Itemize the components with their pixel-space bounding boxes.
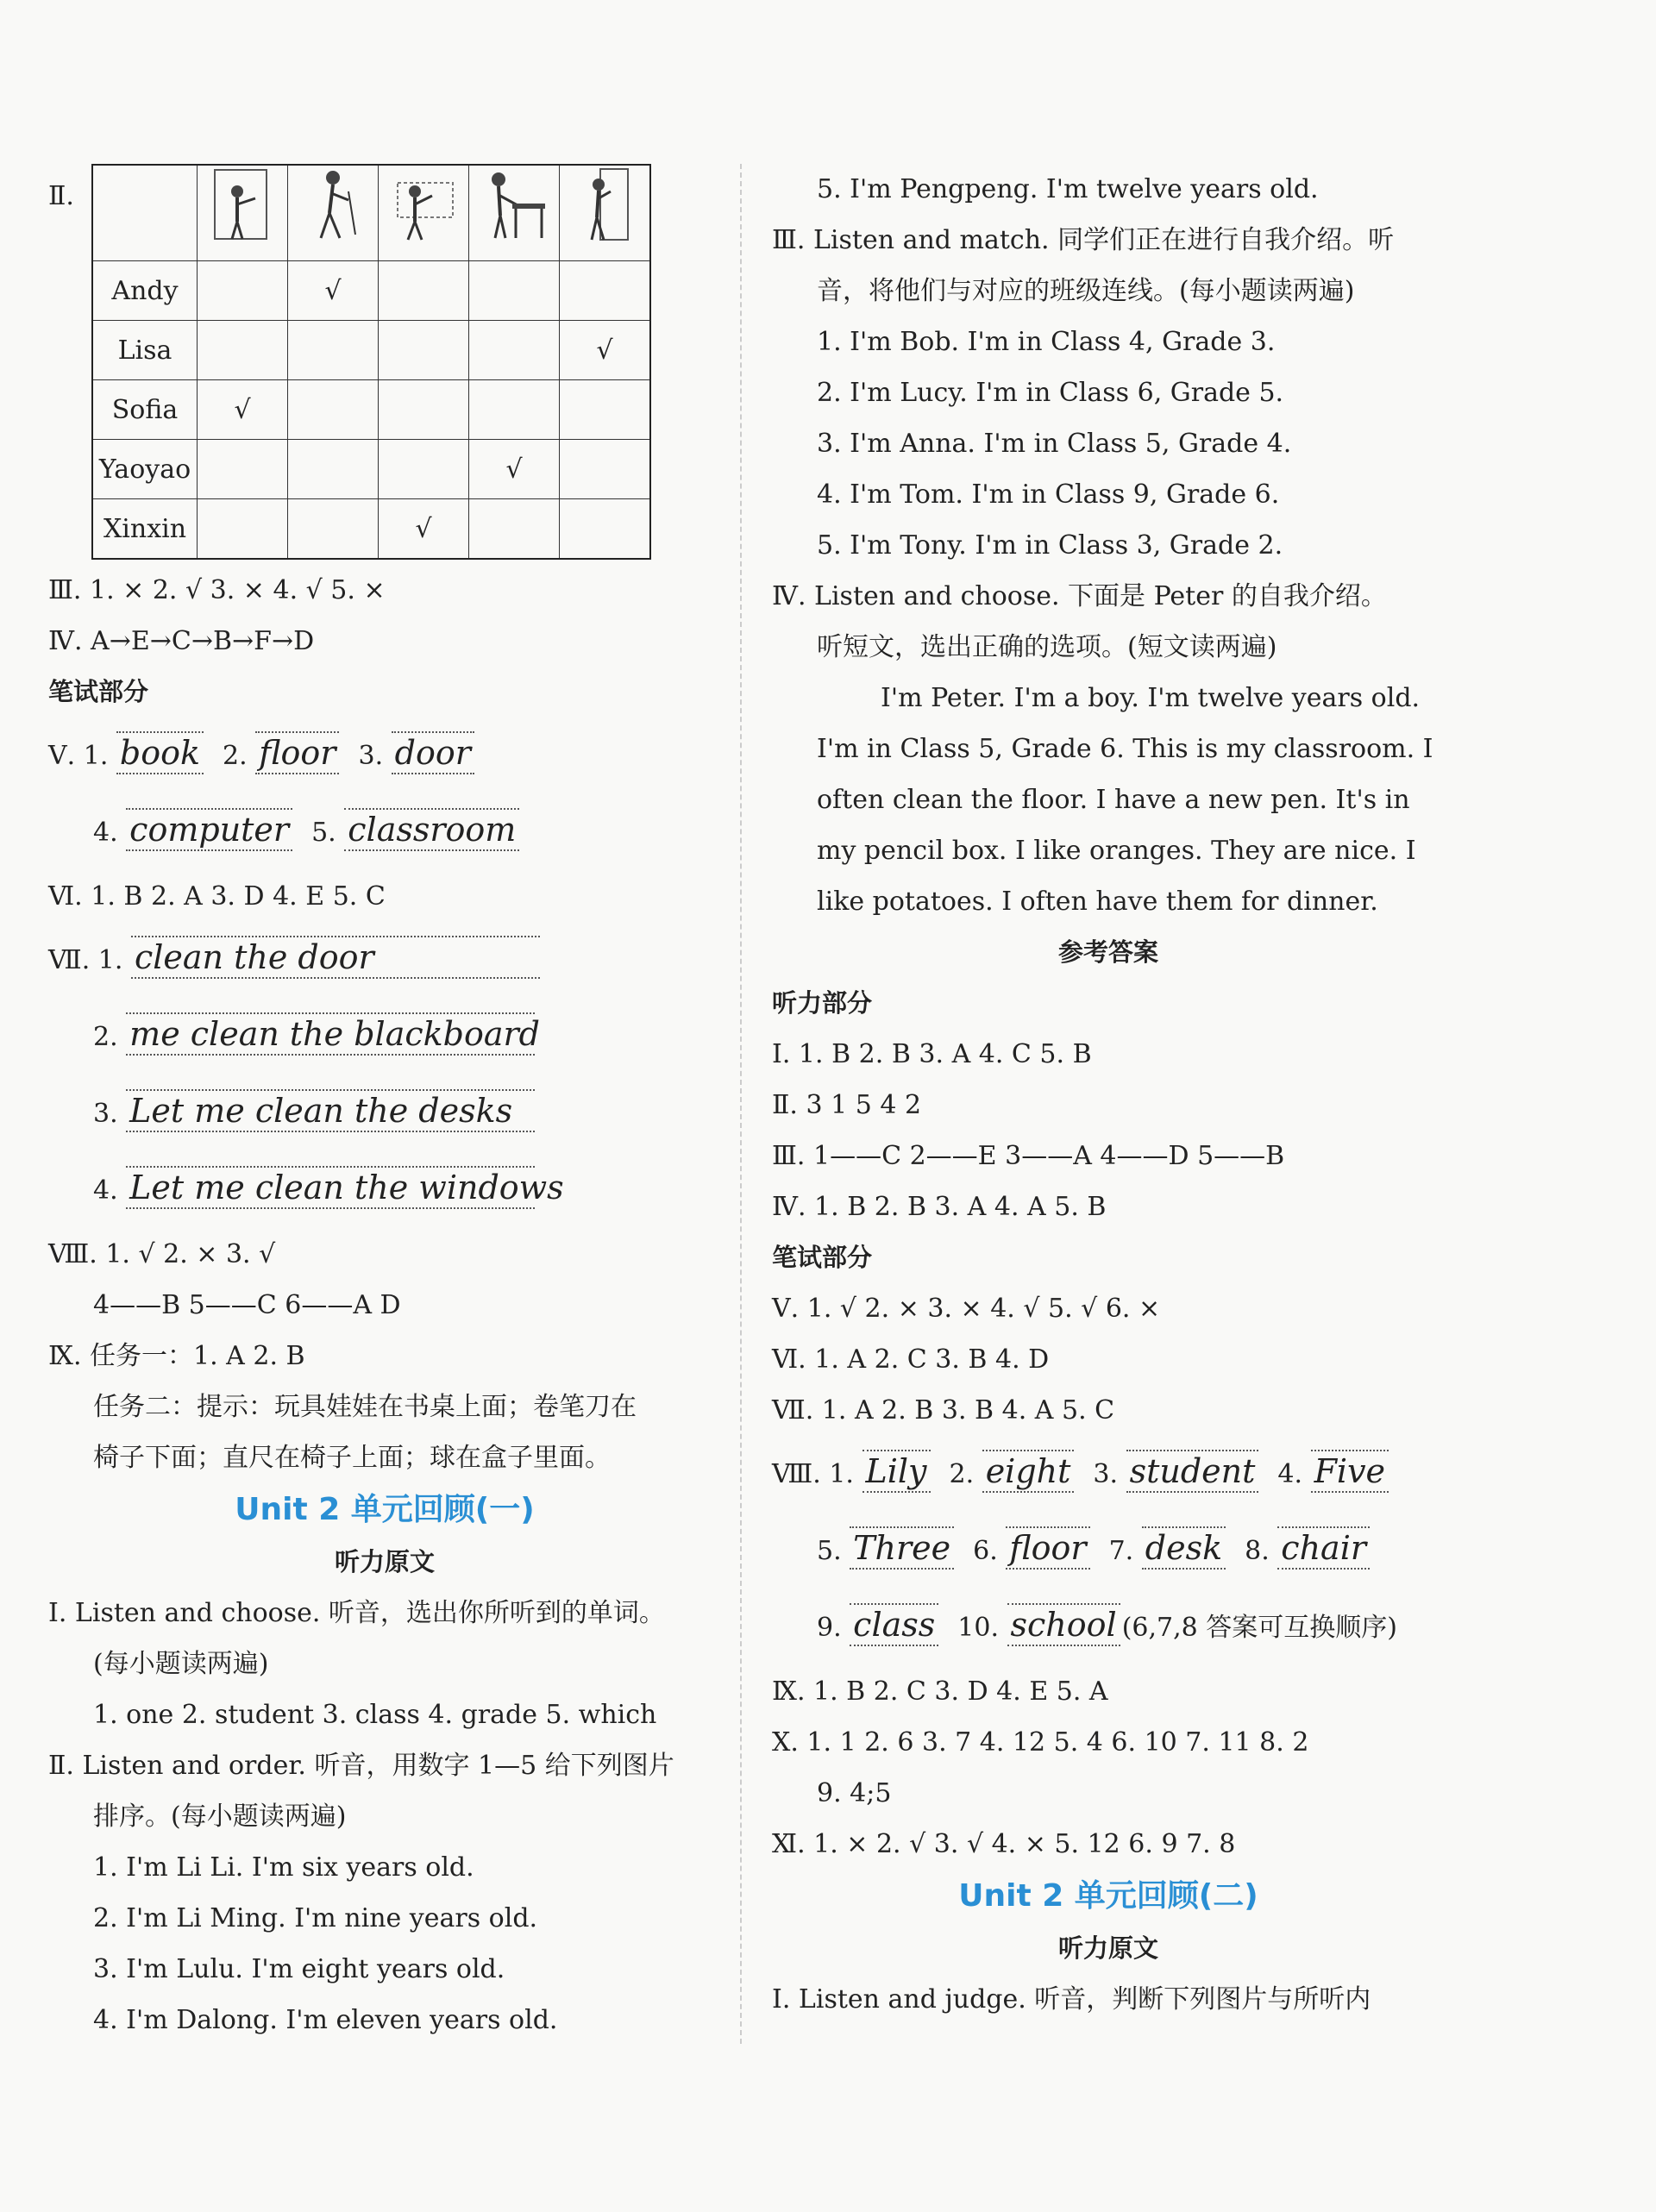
- answer-ix-2: 任务二：提示：玩具娃娃在书桌上面；卷笔刀在: [93, 1392, 637, 1422]
- written-heading: 笔试部分: [772, 1243, 873, 1272]
- unit-title: Unit 2 单元回顾(一): [235, 1492, 535, 1527]
- handwritten-word: eight: [982, 1450, 1075, 1493]
- answer-viii-row-3: 9. class 10. school (6,7,8 答案可互换顺序): [772, 1589, 1445, 1666]
- answer-viii-1: Ⅷ. 1. √ 2. × 3. √: [48, 1239, 276, 1269]
- passage-line: I'm in Class 5, Grade 6. This is my classroom. I: [817, 734, 1433, 764]
- table-cell: [288, 321, 379, 380]
- table-cell: √: [560, 321, 651, 380]
- answer-v-row-2: 4. computer 5. classroom: [48, 794, 721, 871]
- table-cell: [379, 440, 469, 499]
- table-cell: [198, 440, 288, 499]
- handwritten-word: Lily: [862, 1450, 931, 1493]
- section-iii-instruction: Ⅲ. Listen and match. 同学们正在进行自我介绍。听: [772, 225, 1395, 255]
- answer-iv: Ⅳ. A→E→C→B→F→D: [48, 626, 315, 656]
- answer-iii: Ⅲ. 1——C 2——E 3——A 4——D 5——B: [772, 1141, 1285, 1171]
- section-i-note: (每小题读两遍): [93, 1649, 269, 1679]
- picture-cleaning-desk: [469, 165, 560, 261]
- section-i-instruction: Ⅰ. Listen and judge. 听音，判断下列图片与所听内: [772, 1984, 1371, 2015]
- table-cell: [469, 261, 560, 321]
- answer-v-label: Ⅴ. 1.: [48, 741, 109, 771]
- table-row: [92, 440, 650, 499]
- passage-line: like potatoes. I often have them for dinner.: [817, 887, 1378, 917]
- list-item: 5. I'm Pengpeng. I'm twelve years old.: [817, 174, 1319, 204]
- table-row: [92, 499, 650, 560]
- answer-xi: Ⅺ. 1. × 2. √ 3. √ 4. × 5. 12 6. 9 7. 8: [772, 1829, 1236, 1859]
- handwritten-word: Five: [1311, 1450, 1389, 1493]
- unit-title: Unit 2 单元回顾(二): [958, 1878, 1258, 1914]
- table-cell: [288, 440, 379, 499]
- answer-v-row-1: Ⅴ. 1. book 2. floor 3. door: [48, 717, 721, 794]
- picture-cleaning-window: [198, 165, 288, 261]
- section-i-instruction: Ⅰ. Listen and choose. 听音，选出你所听到的单词。: [48, 1598, 665, 1628]
- answer-viii-2: 4——B 5——C 6——A D: [93, 1290, 401, 1320]
- passage-line: I'm Peter. I'm a boy. I'm twelve years old.: [881, 683, 1421, 713]
- written-heading: 笔试部分: [48, 677, 149, 706]
- handwritten-word: desk: [1142, 1526, 1226, 1570]
- answers-heading: 参考答案: [1057, 937, 1158, 967]
- handwritten-word: floor: [255, 731, 339, 774]
- table-row: [92, 380, 650, 440]
- answer-i: Ⅰ. 1. B 2. B 3. A 4. C 5. B: [772, 1039, 1092, 1069]
- table-row: [92, 261, 650, 321]
- handwritten-sentence: me clean the blackboard: [126, 1012, 535, 1056]
- answer-vii-2: 2. me clean the blackboard: [48, 999, 721, 1075]
- right-column: [772, 164, 1445, 2025]
- section-ii-note: 排序。(每小题读两遍): [93, 1802, 347, 1832]
- listening-text-heading: 听力原文: [1057, 1933, 1158, 1963]
- handwritten-word: chair: [1277, 1526, 1370, 1570]
- answer-iv: Ⅳ. 1. B 2. B 3. A 4. A 5. B: [772, 1192, 1107, 1222]
- answer-viii-note: (6,7,8 答案可互换顺序): [1121, 1613, 1397, 1643]
- list-item: 4. I'm Dalong. I'm eleven years old.: [93, 2005, 558, 2035]
- handwritten-word: door: [392, 731, 474, 774]
- answer-v: Ⅴ. 1. √ 2. × 3. × 4. √ 5. √ 6. ×: [772, 1294, 1161, 1324]
- answer-ii: Ⅱ. 3 1 5 4 2: [772, 1090, 922, 1120]
- table-cell: [560, 380, 651, 440]
- table-cell: [469, 380, 560, 440]
- table-header-row: [92, 165, 650, 261]
- table-cell: √: [288, 261, 379, 321]
- table-cell: [379, 321, 469, 380]
- answer-vi: Ⅵ. 1. B 2. A 3. D 4. E 5. C: [48, 881, 386, 912]
- list-item: 2. I'm Lucy. I'm in Class 6, Grade 5.: [817, 378, 1284, 408]
- handwritten-word: book: [116, 731, 204, 774]
- handwritten-word: Three: [850, 1526, 954, 1570]
- answer-viii-row-1: Ⅷ. 1. Lily 2. eight 3. student 4. Five: [772, 1436, 1445, 1513]
- table-cell: √: [469, 440, 560, 499]
- table-cell: [379, 261, 469, 321]
- activity-table: [91, 164, 651, 560]
- handwritten-sentence: Let me clean the desks: [126, 1089, 535, 1132]
- table-cell: [198, 261, 288, 321]
- section-iv-note: 听短文，选出正确的选项。(短文读两遍): [817, 632, 1277, 662]
- answer-vii-1: [48, 922, 721, 999]
- table-cell: [560, 440, 651, 499]
- student-name: Sofia: [92, 380, 198, 440]
- left-column: [48, 164, 721, 2046]
- table-cell: [560, 261, 651, 321]
- list-item: 1. I'm Li Li. I'm six years old.: [93, 1852, 474, 1883]
- table-corner-cell: [92, 165, 198, 261]
- picture-cleaning-door: [560, 165, 651, 261]
- handwritten-sentence: Let me clean the windows: [126, 1166, 535, 1209]
- answer-vii-label: Ⅶ. 1.: [48, 945, 123, 975]
- answer-ix-3: 椅子下面；直尺在椅子上面；球在盒子里面。: [93, 1443, 611, 1473]
- picture-cleaning-blackboard: [379, 165, 469, 261]
- handwritten-word: school: [1007, 1603, 1120, 1646]
- picture-sweeping-floor: [288, 165, 379, 261]
- table-cell: [379, 380, 469, 440]
- student-name: Yaoyao: [92, 440, 198, 499]
- student-name: Andy: [92, 261, 198, 321]
- student-name: Xinxin: [92, 499, 198, 560]
- student-name: Lisa: [92, 321, 198, 380]
- listening-heading: 听力部分: [772, 988, 873, 1018]
- answer-vii-3: 3. Let me clean the desks: [48, 1075, 721, 1152]
- table-cell: [288, 380, 379, 440]
- answer-x-1: Ⅹ. 1. 1 2. 6 3. 7 4. 12 5. 4 6. 10 7. 11 8. 2: [772, 1727, 1309, 1758]
- handwritten-word: class: [850, 1603, 938, 1646]
- answer-x-2: 9. 4;5: [817, 1778, 892, 1808]
- answer-viii-label: Ⅷ. 1.: [772, 1459, 854, 1489]
- answer-vi: Ⅵ. 1. A 2. C 3. B 4. D: [772, 1344, 1050, 1375]
- passage-line: my pencil box. I like oranges. They are nice. I: [817, 836, 1416, 866]
- table-cell: [469, 321, 560, 380]
- list-item: 1. I'm Bob. I'm in Class 4, Grade 3.: [817, 327, 1276, 357]
- table-cell: [288, 499, 379, 560]
- section-ii-label: Ⅱ.: [48, 181, 74, 211]
- handwritten-sentence: clean the door: [131, 936, 540, 979]
- list-item: 3. I'm Lulu. I'm eight years old.: [93, 1954, 505, 1984]
- passage-line: often clean the floor. I have a new pen. It's in: [817, 785, 1410, 815]
- handwritten-word: student: [1126, 1450, 1259, 1493]
- column-divider: [740, 164, 742, 2044]
- listening-text-heading: 听力原文: [334, 1547, 435, 1576]
- handwritten-word: computer: [126, 808, 292, 851]
- section-iv-instruction: Ⅳ. Listen and choose. 下面是 Peter 的自我介绍。: [772, 581, 1387, 611]
- section-ii-instruction: Ⅱ. Listen and order. 听音，用数字 1—5 给下列图片: [48, 1751, 674, 1781]
- list-item: 5. I'm Tony. I'm in Class 3, Grade 2.: [817, 530, 1283, 561]
- list-item: 3. I'm Anna. I'm in Class 5, Grade 4.: [817, 429, 1292, 459]
- section-i-words: 1. one 2. student 3. class 4. grade 5. which: [93, 1700, 657, 1730]
- answer-viii-row-2: 5. Three 6. floor 7. desk 8. chair: [772, 1513, 1445, 1589]
- answer-vii: Ⅶ. 1. A 2. B 3. B 4. A 5. C: [772, 1395, 1115, 1426]
- list-item: 2. I'm Li Ming. I'm nine years old.: [93, 1903, 538, 1933]
- answer-vii-4: 4. Let me clean the windows: [48, 1152, 721, 1229]
- table-cell: [198, 321, 288, 380]
- answer-iii: Ⅲ. 1. × 2. √ 3. × 4. √ 5. ×: [48, 575, 386, 605]
- table-cell: √: [198, 380, 288, 440]
- table-row: [92, 321, 650, 380]
- activity-table-block: [48, 164, 721, 560]
- table-cell: [198, 499, 288, 560]
- table-cell: √: [379, 499, 469, 560]
- answer-ix-1: Ⅸ. 任务一：1. A 2. B: [48, 1341, 305, 1371]
- list-item: 4. I'm Tom. I'm in Class 9, Grade 6.: [817, 479, 1280, 510]
- answer-ix: Ⅸ. 1. B 2. C 3. D 4. E 5. A: [772, 1676, 1108, 1707]
- handwritten-word: classroom: [344, 808, 519, 851]
- handwritten-word: floor: [1006, 1526, 1089, 1570]
- table-cell: [560, 499, 651, 560]
- table-cell: [469, 499, 560, 560]
- section-iii-note: 音，将他们与对应的班级连线。(每小题读两遍): [817, 276, 1355, 306]
